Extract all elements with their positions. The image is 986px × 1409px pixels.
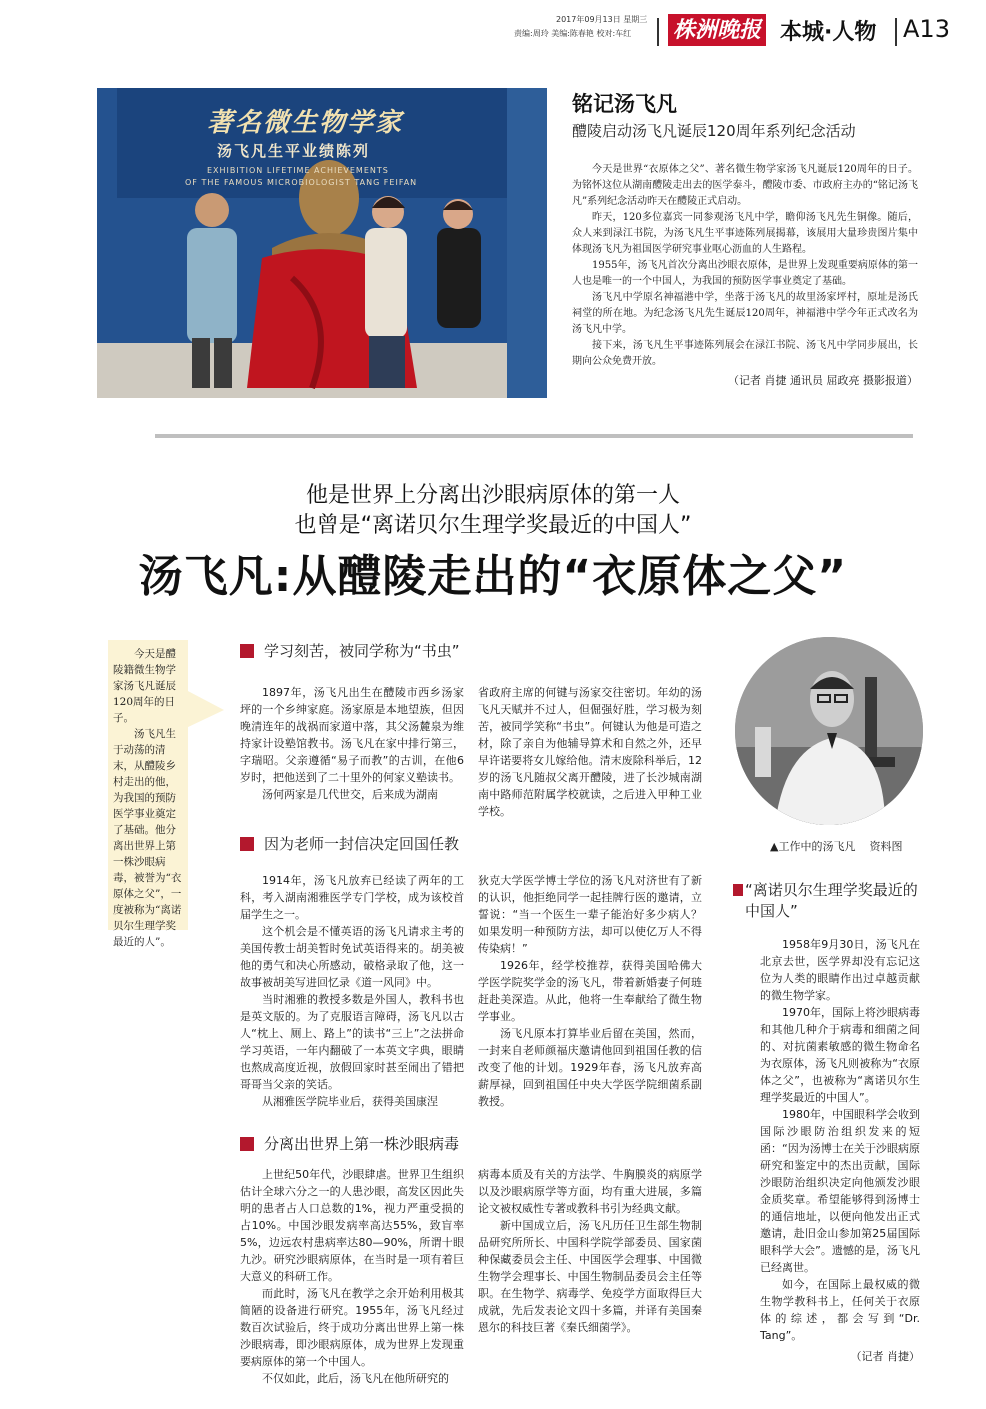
photo-sign-en2: OF THE FAMOUS MICROBIOLOGIST TANG FEIFAN bbox=[185, 178, 418, 187]
body-paragraph: 1980年，中国眼科学会收到国际沙眼防治组织发来的短函：“因为汤博士在关于沙眼病原研究和鉴定中的杰出贡献，国际沙眼防治组织决定向他颁发沙眼金质奖章。希望能够得到汤博士的通信地址，以便向他发出正式邀请，赴旧金山参加第25届国际眼科学大会”。遗憾的是，汤飞凡已经离世。 bbox=[760, 1108, 920, 1274]
section-3-title: 分离出世界上第一株沙眼病毒 bbox=[264, 1135, 460, 1153]
section-2-col1 bbox=[240, 872, 464, 1110]
body-paragraph: 狄克大学医学博士学位的汤飞凡对济世有了新的认识，他拒绝同学一起挂牌行医的邀请，立誓说：“当一个医生一辈子能治好多少病人？如果发明一种预防方法，却可以使亿万人不得传染病！” bbox=[478, 874, 702, 955]
sidebar-note-paragraph: 今天是醴陵籍微生物学家汤飞凡诞辰120周年的日子。 bbox=[113, 648, 176, 724]
paper-name-logo: 株洲晚报 bbox=[668, 14, 766, 46]
editors-line: 责编:周玲 美编:陈春艳 校对:车红 bbox=[514, 29, 632, 38]
body-paragraph: 不仅如此，此后，汤飞凡在他所研究的 bbox=[262, 1372, 449, 1385]
sidebar-pointer bbox=[186, 690, 226, 730]
section-marker-icon bbox=[733, 884, 743, 896]
date-line: 2017年09月13日 星期三 bbox=[556, 15, 648, 24]
body-paragraph: 省政府主席的何键与汤家交往密切。年幼的汤飞凡天赋并不过人，但倔强好胜，学习极为刻苦，被同学笑称“书虫”。何键认为他是可造之材，除了亲自为他辅导算术和自然之外，还早早许诺要将女儿嫁给他。清末废除科举后，12岁的汤飞凡随叔父离开醴陵，进了长沙城南湖南中路师范附属学校就读，之后进入甲种工业学校。 bbox=[478, 686, 702, 818]
section-2-heading bbox=[240, 833, 459, 854]
section-1-title: 学习刻苦，被同学称为“书虫” bbox=[264, 642, 460, 660]
body-paragraph: 1926年，经学校推荐，获得美国哈佛大学医学院奖学金的汤飞凡，带着新婚妻子何琏赶赴美深造。从此，他将一生奉献给了微生物学事业。 bbox=[478, 959, 702, 1023]
unveiling-photo bbox=[97, 88, 547, 398]
body-paragraph: 上世纪50年代，沙眼肆虐。世界卫生组织估计全球六分之一的人患沙眼，高发区因此失明的患者占人口总数的1%，视力严重受损的占10%。中国沙眼发病率高达55%，致盲率5%，边远农村患病率达80—90%，所谓十眼九沙。研究沙眼病原体，在当时是一项有着巨大意义的科研工作。 bbox=[240, 1168, 464, 1283]
portrait-photo bbox=[735, 637, 923, 825]
body-paragraph: 汤何两家是几代世交，后来成为湖南 bbox=[262, 788, 438, 801]
top-story-paragraph: 接下来，汤飞凡生平事迹陈列展会在渌江书院、汤飞凡中学同步展出，长期向公众免费开放。 bbox=[572, 340, 918, 367]
main-headline: 汤飞凡:从醴陵走出的“衣原体之父” bbox=[138, 551, 848, 602]
sidebar-note-paragraph: 汤飞凡生于动荡的清末，从醴陵乡村走出的他，为我国的预防医学事业奠定了基础。他分离出世界上第一株沙眼病毒，被誉为“衣原体之父”，一度被称为“离诺贝尔生理学奖最近的人”。 bbox=[113, 728, 182, 948]
photo-sign-subtitle: 汤飞凡生平业绩陈列 bbox=[217, 142, 371, 160]
top-story-paragraph: 汤飞凡中学原名神福港中学，坐落于汤飞凡的故里汤家坪村，原址是汤氏祠堂的所在地。为纪念汤飞凡先生诞辰120周年，神福港中学今年正式改名为汤飞凡中学。 bbox=[572, 292, 918, 335]
top-story-subtitle: 醴陵启动汤飞凡诞辰120周年系列纪念活动 bbox=[572, 122, 856, 140]
masthead bbox=[0, 0, 986, 58]
body-paragraph: 病毒本质及有关的方法学、牛胸膜炎的病原学以及沙眼病原学等方面，均有重大进展，多篇论文被权威性专著或教科书引为经典文献。 bbox=[478, 1168, 702, 1215]
body-paragraph: 1970年，国际上将沙眼病毒和其他几种介于病毒和细菌之间的、对抗菌素敏感的微生物命名为衣原体，汤飞凡则被称为“衣原体之父”，也被称为“离诺贝尔生理学奖最近的中国人”。 bbox=[760, 1006, 920, 1104]
top-story-paragraph: 昨天，120多位嘉宾一同参观汤飞凡中学，瞻仰汤飞凡先生铜像。随后，众人来到渌江书院，为汤飞凡生平事迹陈列展揭幕，该展用大量珍贵图片集中体现汤飞凡为祖国医学研究事业呕心沥血的人生路程。 bbox=[572, 212, 918, 255]
body-paragraph: 当时湘雅的教授多数是外国人，教科书也是英文版的。为了克服语言障碍，汤飞凡以古人“枕上、厕上、路上”的读书“三上”之法拼命学习英语，一年内翻破了一本英文字典，眼睛也熬成高度近视，放假回家时甚至闹出了错把哥哥当父亲的笑话。 bbox=[240, 993, 464, 1091]
section-1-col1 bbox=[240, 684, 464, 803]
section-3-heading bbox=[240, 1133, 459, 1154]
section-name: 本城·人物 bbox=[780, 20, 877, 45]
section-marker-icon bbox=[240, 644, 254, 658]
top-story-byline: （记者 肖捷 通讯员 屈政亮 摄影报道） bbox=[728, 374, 918, 387]
side-column-body bbox=[760, 936, 920, 1364]
side-column-title: “离诺贝尔生理学奖最近的中国人” bbox=[745, 881, 918, 920]
portrait-caption: ▲工作中的汤飞凡 资料图 bbox=[770, 840, 903, 853]
section-1-col2 bbox=[478, 684, 702, 820]
section-3-col2 bbox=[478, 1166, 702, 1336]
section-separator bbox=[155, 434, 913, 438]
body-paragraph: 这个机会是不懂英语的汤飞凡请求主考的美国传教士胡美暂时免试英语得来的。胡美被他的勇气和决心所感动，破格录取了他，这一故事被胡美写进回忆录《道一风同》中。 bbox=[240, 925, 464, 989]
body-paragraph: 1897年，汤飞凡出生在醴陵市西乡汤家坪的一个乡绅家庭。汤家原是本地望族，但因晚清连年的战祸而家道中落，其父汤麓泉为维持家计设塾馆教书。汤飞凡在家中排行第三，字瑞昭。父亲遵循“易子而教”的古训，在他6岁时，把他送到了二十里外的何家义塾读书。 bbox=[240, 686, 464, 784]
page-number: A13 bbox=[903, 15, 950, 43]
section-marker-icon bbox=[240, 1137, 254, 1151]
masthead-divider-1 bbox=[657, 18, 659, 46]
body-paragraph: 从湘雅医学院毕业后，获得美国康涅 bbox=[262, 1095, 438, 1108]
sidebar-note bbox=[108, 640, 188, 948]
section-3-col1 bbox=[240, 1166, 464, 1387]
main-kicker-1: 他是世界上分离出沙眼病原体的第一人 bbox=[305, 483, 680, 508]
side-column-byline: （记者 肖捷） bbox=[850, 1350, 920, 1363]
section-1-heading bbox=[240, 640, 460, 661]
photo-sign-title: 著名微生物学家 bbox=[207, 108, 404, 138]
body-paragraph: 如今，在国际上最权威的微生物学教科书上，任何关于衣原体的综述，都会写到“Dr. Tang”。 bbox=[760, 1278, 920, 1342]
body-paragraph: 1958年9月30日，汤飞凡在北京去世，医学界却没有忘记这位为人类的眼睛作出过卓越贡献的微生物学家。 bbox=[760, 938, 920, 1002]
top-story-paragraph: 今天是世界“衣原体之父”、著名微生物学家汤飞凡诞辰120周年的日子。为铭怀这位从湖南醴陵走出去的医学泰斗，醴陵市委、市政府主办的“铭记汤飞凡”系列纪念活动昨天在醴陵正式启动。 bbox=[572, 164, 918, 207]
section-2-col2 bbox=[478, 872, 702, 1110]
photo-sign-en1: EXHIBITION LIFETIME ACHIEVEMENTS bbox=[207, 166, 389, 175]
body-paragraph: 1914年，汤飞凡放弃已经读了两年的工科，考入湖南湘雅医学专门学校，成为该校首届学生之一。 bbox=[240, 874, 464, 921]
top-story-paragraph: 1955年，汤飞凡首次分离出沙眼衣原体，是世界上发现重要病原体的第一人也是唯一的一个中国人，为我国的预防医学事业奠定了基础。 bbox=[572, 260, 918, 287]
body-paragraph: 新中国成立后，汤飞凡历任卫生部生物制品研究所所长、中国科学院学部委员、国家菌种保藏委员会主任、中国医学会理事、中国微生物学会理事长、中国生物制品委员会主任等职。在生物学、病毒学、免疫学方面取得巨大成就，先后发表论文四十多篇，并译有美国秦恩尔的科技巨著《秦氏细菌学》。 bbox=[478, 1219, 702, 1334]
masthead-divider-2 bbox=[895, 18, 897, 46]
top-story-title: 铭记汤飞凡 bbox=[572, 92, 677, 116]
main-kicker-2: 也曾是“离诺贝尔生理学奖最近的中国人” bbox=[294, 513, 692, 538]
body-paragraph: 而此时，汤飞凡在教学之余开始利用极其简陋的设备进行研究。1955年，汤飞凡经过数百次试验后，终于成功分离出世界上第一株沙眼病毒，即沙眼病原体，成为世界上发现重要病原体的第一个中国人。 bbox=[240, 1287, 464, 1368]
portrait-scene bbox=[735, 637, 923, 825]
top-story-body bbox=[572, 162, 918, 388]
section-marker-icon bbox=[240, 837, 254, 851]
body-paragraph: 汤飞凡原本打算毕业后留在美国，然而，一封来自老师颜福庆邀请他回到祖国任教的信改变了他的计划。1929年春，汤飞凡放弃高薪厚禄，回到祖国任中央大学医学院细菌系副教授。 bbox=[478, 1027, 702, 1108]
section-2-title: 因为老师一封信决定回国任教 bbox=[264, 835, 460, 853]
side-column-heading bbox=[745, 880, 925, 922]
